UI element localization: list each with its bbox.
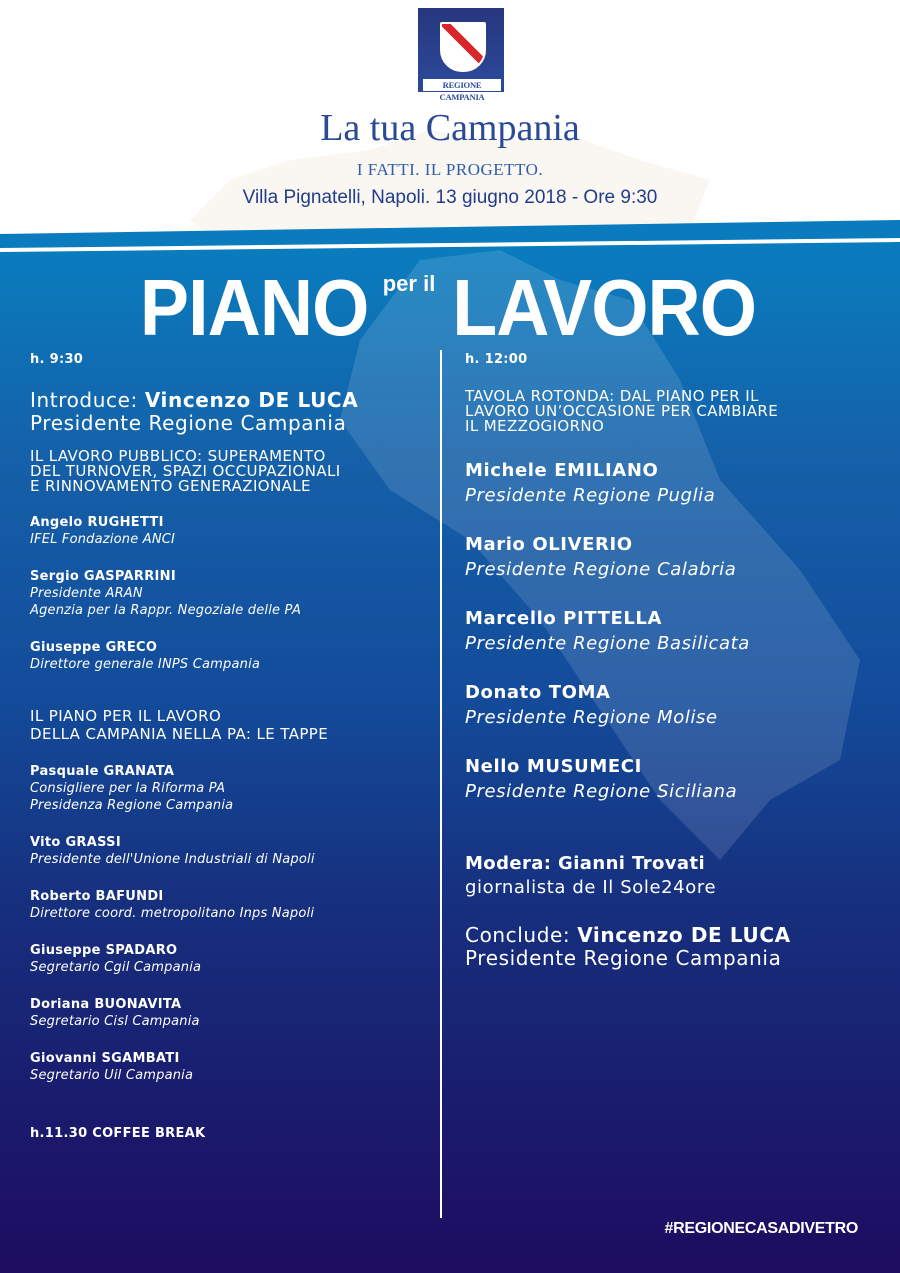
topic-line: IL PIANO PER IL LAVORO [30,707,222,725]
speaker-role: Consigliere per la Riforma PA [30,781,226,796]
headline-lavoro: LAVORO [452,263,757,352]
morning-session [30,352,430,1141]
speaker [30,568,430,619]
panelist-role: Presidente Regione Molise [465,707,718,728]
speaker-name: Sergio GASPARRINI [30,569,176,584]
main-headline [0,262,900,354]
panelist [465,754,885,804]
intro-label: Introduce: [30,388,145,412]
speaker-name: Doriana BUONAVITA [30,997,182,1012]
speaker [30,514,430,548]
topic-line: IL LAVORO PUBBLICO: SUPERAMENTO [30,447,326,465]
speaker-role: Direttore generale INPS Campania [30,657,261,672]
moderator-name: Modera: Gianni Trovati [465,853,706,874]
speaker-role: Segretario Uil Campania [30,1068,194,1083]
moderator-role: giornalista de Il Sole24ore [465,877,717,898]
speaker-role: Presidenza Regione Campania [30,798,234,813]
speaker-role: Direttore coord. metropolitano Inps Napoli [30,906,315,921]
speaker-name: Giovanni SGAMBATI [30,1051,180,1066]
speaker-name: Giuseppe SPADARO [30,943,178,958]
topic-line: IL MEZZOGIORNO [465,417,605,435]
speaker [30,763,430,814]
panelist-role: Presidente Regione Basilicata [465,633,750,654]
panelist-name: Donato TOMA [465,682,611,703]
topic-line: DELLA CAMPANIA NELLA PA: LE TAPPE [30,725,329,743]
session-time: h. 12:00 [465,352,528,367]
panelist [465,606,885,656]
speaker-role: Segretario Cisl Campania [30,1014,200,1029]
roundtable-session [465,352,885,970]
event-title: La tua Campania [320,107,580,149]
speaker-role: IFEL Fondazione ANCI [30,532,176,547]
conclude-label: Conclude: [465,923,578,947]
speaker [30,834,430,868]
speaker [30,996,430,1030]
panelist-role: Presidente Regione Calabria [465,559,737,580]
column-divider [440,350,442,1218]
panelist-name: Nello MUSUMECI [465,756,642,777]
speaker-role: Agenzia per la Rappr. Negoziale delle PA [30,603,302,618]
regione-campania-logo [418,8,504,102]
panelist [465,458,885,508]
speaker [30,888,430,922]
panelist-role: Presidente Regione Siciliana [465,781,738,802]
panelist-name: Michele EMILIANO [465,460,659,481]
speaker [30,942,430,976]
topic-piano-lavoro-pa [30,707,430,743]
speaker [30,639,430,673]
speaker [30,1050,430,1084]
hashtag: #REGIONECASADIVETRO [664,1220,858,1237]
coat-of-arms-icon [440,22,486,72]
topic-line: DEL TURNOVER, SPAZI OCCUPAZIONALI [30,462,341,480]
intro-role: Presidente Regione Campania [30,411,347,435]
conclusion [465,924,885,970]
speaker-name: Giuseppe GRECO [30,640,158,655]
speaker-role: Presidente ARAN [30,586,143,601]
moderator [465,852,885,900]
headline-piano: PIANO [140,263,369,352]
intro-name: Vincenzo DE LUCA [144,388,359,412]
topic-line: LAVORO UN’OCCASIONE PER CAMBIARE [465,402,779,420]
panelist [465,532,885,582]
speaker-name: Vito GRASSI [30,835,121,850]
topic-line: E RINNOVAMENTO GENERAZIONALE [30,477,311,495]
headline-connector: per il [382,271,436,296]
session-time: h. 9:30 [30,352,84,367]
speaker-role: Segretario Cgil Campania [30,960,202,975]
conclude-name: Vincenzo DE LUCA [577,923,791,947]
topic-line: TAVOLA ROTONDA: DAL PIANO PER IL [465,387,759,405]
speaker-name: Angelo RUGHETTI [30,515,164,530]
panelist-role: Presidente Regione Puglia [465,485,716,506]
event-venue-date: Villa Pignatelli, Napoli. 13 giugno 2018 - Ore 9:30 [242,187,658,208]
event-subtitle: I FATTI. IL PROGETTO. [356,160,544,179]
panelist-name: Marcello PITTELLA [465,608,663,629]
topic-tavola-rotonda [465,389,885,434]
topic-lavoro-pubblico [30,449,430,494]
logo-text: REGIONE CAMPANIA [422,78,502,92]
introduction [30,389,430,435]
speaker-role: Presidente dell'Unione Industriali di Napoli [30,852,315,867]
conclude-role: Presidente Regione Campania [465,946,782,970]
panelist-name: Mario OLIVERIO [465,534,633,555]
panelist [465,680,885,730]
speaker-name: Roberto BAFUNDI [30,889,164,904]
speaker-name: Pasquale GRANATA [30,764,175,779]
coffee-break: h.11.30 COFFEE BREAK [30,1126,206,1141]
